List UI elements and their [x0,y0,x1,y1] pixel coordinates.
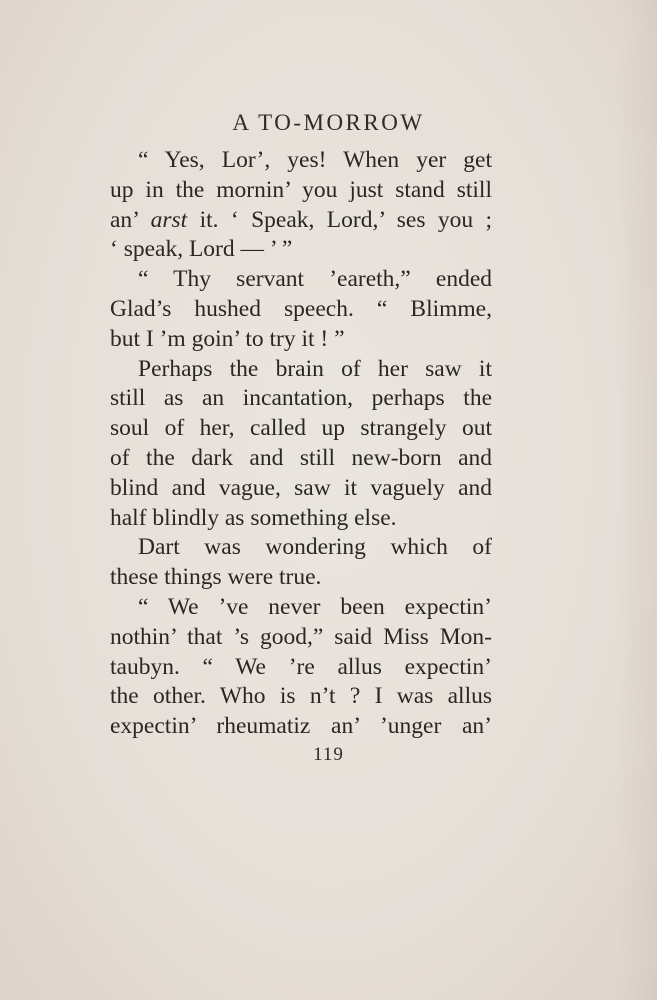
text-line: “ Yes, Lor’, yes! When yer get [138,147,492,173]
text-line: Glad’s hushed speech. “ Blimme, [110,295,492,322]
text-line: up in the mornin’ you just stand still [110,176,492,203]
text-line: taubyn. “ We ’re allus expectin’ [110,653,492,680]
text-line: of the dark and still new-born and [110,444,492,471]
text-line: ‘ speak, Lord — ’ ” [110,236,293,263]
text-line: Perhaps the brain of her saw it [138,355,492,382]
text-line: an’ arst it. ‘ Speak, Lord,’ ses you ; [110,206,493,233]
text-line: blind and vague, saw it vaguely and [110,474,492,501]
body-text [110,146,492,742]
text-line: Dart was wondering which of [138,534,492,561]
text-line: the other. Who is n’t ? I was allus [110,683,492,710]
text-line: expectin’ rheumatiz an’ ’unger an’ [110,713,492,740]
text-line: nothin’ that ’s good,” said Miss Mon- [110,623,492,650]
text-line: half blindly as something else. [110,504,397,531]
text-line: still as an incantation, perhaps the [110,385,492,412]
running-head: A TO-MORROW [232,110,425,135]
page-edge-shadow [617,0,657,1000]
text-line: soul of her, called up strangely out [110,415,492,442]
text-line: but I ’m goin’ to try it ! ” [110,325,345,352]
italic-word: arst [150,206,188,233]
page-number: 119 [313,744,344,765]
text-line: these things were true. [110,564,322,591]
text-line: “ Thy servant ’eareth,” ended [138,266,492,293]
text-line: “ We ’ve never been expectin’ [138,593,492,620]
